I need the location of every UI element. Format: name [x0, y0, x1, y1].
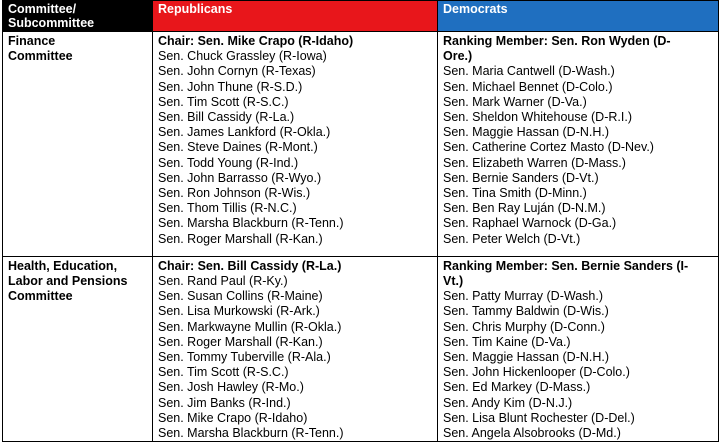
header-republicans: Republicans: [153, 1, 438, 32]
democrat-member: Sen. John Hickenlooper (D-Colo.): [443, 365, 630, 380]
table-header-row: [3, 1, 719, 32]
republican-member: Sen. Roger Marshall (R-Kan.): [158, 334, 323, 349]
democrat-member: Sen. Maggie Hassan (D-N.H.): [443, 350, 610, 365]
democrat-ranking-member: Vt.): [443, 274, 464, 289]
democrat-member: Sen. Maria Cantwell (D-Wash.): [443, 64, 615, 79]
democrat-ranking-member: Ranking Member: Sen. Ron Wyden (D-: [443, 34, 671, 48]
header-committee: [3, 1, 153, 32]
republican-member: Sen. John Cornyn (R-Texas): [158, 64, 316, 79]
democrat-member: Sen. Chris Murphy (D-Conn.): [443, 319, 605, 334]
republican-member: Sen. Ron Johnson (R-Wis.): [158, 186, 311, 201]
democrat-member: Sen. Tina Smith (D-Minn.): [443, 186, 587, 201]
committee-name-line: Committee: [8, 49, 73, 64]
democrat-member: Sen. Ed Markey (D-Mass.): [443, 380, 591, 395]
republican-member: Sen. Rand Paul (R-Ky.): [158, 274, 288, 289]
republican-member: Sen. Josh Hawley (R-Mo.): [158, 380, 304, 395]
committee-name-line: Committee: [8, 289, 73, 304]
democrat-member: Sen. Patty Murray (D-Wash.): [443, 289, 603, 304]
democrat-member: Sen. Maggie Hassan (D-N.H.): [443, 125, 610, 140]
republican-member: Sen. Thom Tillis (R-N.C.): [158, 201, 297, 216]
republican-member: Sen. Todd Young (R-Ind.): [158, 155, 299, 170]
republican-chair: Chair: Sen. Bill Cassidy (R-La.): [158, 258, 342, 273]
republican-member: Sen. Marsha Blackburn (R-Tenn.): [158, 426, 344, 441]
democrat-member: Sen. Lisa Blunt Rochester (D-Del.): [443, 410, 635, 425]
democrat-member: Sen. Angela Alsobrooks (D-Md.): [443, 426, 621, 441]
table-row: [3, 256, 719, 441]
republican-member: Sen. Roger Marshall (R-Kan.): [158, 231, 323, 246]
header-democrats: Democrats: [438, 1, 719, 32]
committee-name-line: Finance: [8, 34, 56, 48]
committee-name: [3, 256, 153, 441]
republican-chair: Chair: Sen. Mike Crapo (R-Idaho): [158, 34, 354, 48]
republican-member: Sen. Jim Banks (R-Ind.): [158, 395, 291, 410]
header-committee-line: Committee/: [8, 2, 77, 16]
democrat-ranking-member: Ore.): [443, 49, 473, 64]
republican-members-cell: [153, 256, 438, 441]
democrat-member: Sen. Tim Kaine (D-Va.): [443, 334, 571, 349]
democrat-members-cell: [438, 256, 719, 441]
democrat-member: Sen. Ben Ray Luján (D-N.M.): [443, 201, 606, 216]
democrat-member: Sen. Raphael Warnock (D-Ga.): [443, 216, 617, 231]
committee-name: [3, 32, 153, 257]
democrat-member: Sen. Michael Bennet (D-Colo.): [443, 79, 613, 94]
republican-member: Sen. Tommy Tuberville (R-Ala.): [158, 350, 331, 365]
democrat-member: Sen. Peter Welch (D-Vt.): [443, 231, 581, 246]
republican-member: Sen. James Lankford (R-Okla.): [158, 125, 331, 140]
republican-member: Sen. John Barrasso (R-Wyo.): [158, 170, 322, 185]
democrat-member: Sen. Bernie Sanders (D-Vt.): [443, 170, 599, 185]
republican-member: Sen. Markwayne Mullin (R-Okla.): [158, 319, 342, 334]
democrat-ranking-member: Ranking Member: Sen. Bernie Sanders (I-: [443, 258, 689, 273]
header-committee-line: Subcommittee: [8, 16, 95, 30]
republican-member: Sen. Bill Cassidy (R-La.): [158, 110, 295, 125]
republican-member: Sen. Marsha Blackburn (R-Tenn.): [158, 216, 344, 231]
republican-members-cell: [153, 32, 438, 257]
committee-name-line: Health, Education,: [8, 258, 118, 273]
republican-member: Sen. John Thune (R-S.D.): [158, 79, 303, 94]
republican-member: Sen. Lisa Murkowski (R-Ark.): [158, 304, 320, 319]
democrat-member: Sen. Andy Kim (D-N.J.): [443, 395, 573, 410]
table-row: [3, 32, 719, 257]
republican-member: Sen. Chuck Grassley (R-Iowa): [158, 49, 327, 64]
committee-roster-table: [2, 0, 719, 442]
democrat-members-cell: [438, 32, 719, 257]
republican-member: Sen. Steve Daines (R-Mont.): [158, 140, 318, 155]
republican-member: Sen. Susan Collins (R-Maine): [158, 289, 323, 304]
democrat-member: Sen. Sheldon Whitehouse (D-R.I.): [443, 110, 632, 125]
democrat-member: Sen. Catherine Cortez Masto (D-Nev.): [443, 140, 654, 155]
committee-name-line: Labor and Pensions: [8, 274, 128, 289]
democrat-member: Sen. Mark Warner (D-Va.): [443, 94, 587, 109]
republican-member: Sen. Tim Scott (R-S.C.): [158, 94, 289, 109]
republican-member: Sen. Mike Crapo (R-Idaho): [158, 410, 308, 425]
democrat-member: Sen. Tammy Baldwin (D-Wis.): [443, 304, 609, 319]
democrat-member: Sen. Elizabeth Warren (D-Mass.): [443, 155, 626, 170]
republican-member: Sen. Tim Scott (R-S.C.): [158, 365, 289, 380]
